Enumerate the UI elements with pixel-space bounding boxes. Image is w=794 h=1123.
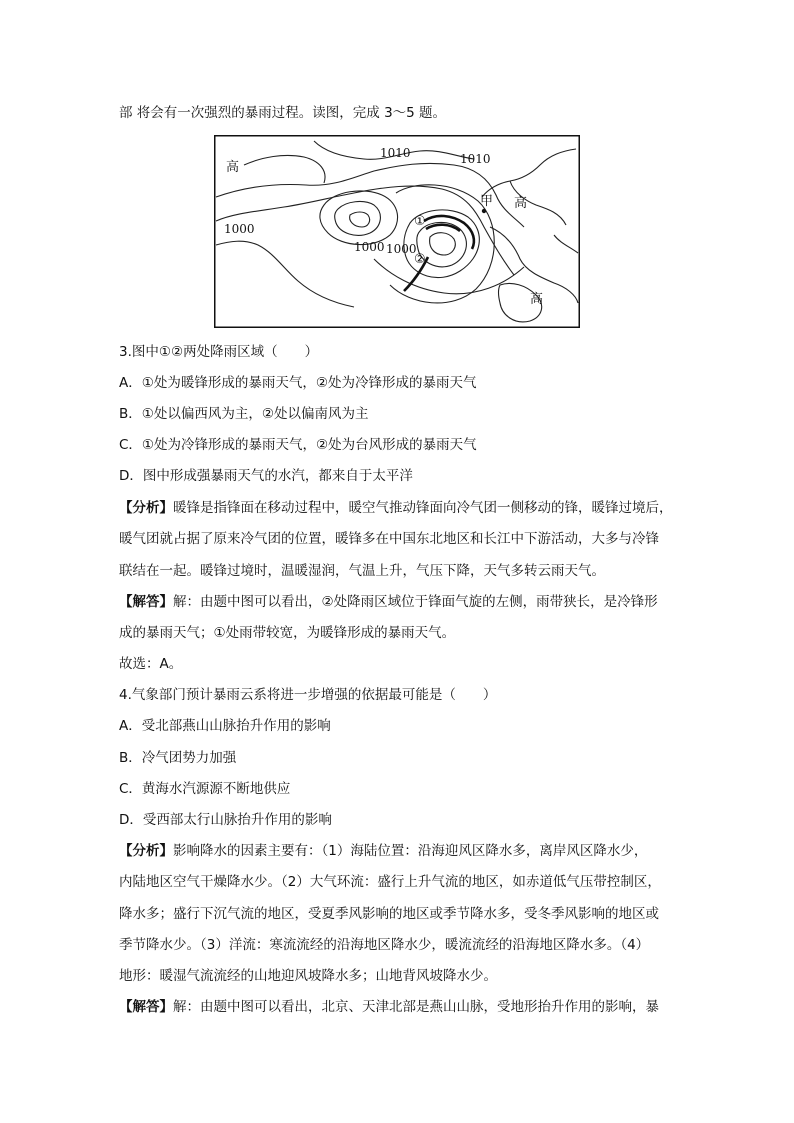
q4-analysis-line-1 [119,842,647,860]
isobar-map-figure [214,135,580,328]
q4-option-b: B．冷气团势力加强 [119,750,237,766]
map-label-high-west: 高 [226,160,240,175]
q4-analysis-line-5: 地形：暖湿气流流经的山地迎风坡降水多；山地背风坡降水少。 [119,968,497,984]
map-label-1010-b: 1010 [460,152,491,166]
map-label-1000-b: 1000 [354,240,385,254]
weather-map [214,135,580,328]
q3-answer-line-2: 成的暴雨天气；①处雨带较宽，为暖锋形成的暴雨天气。 [119,625,456,641]
q4-answer-tag: 【解答】 [119,999,173,1015]
q3-analysis-line-3: 联结在一起。暖锋过境时，温暖湿润，气温上升，气压下降，天气多转云雨天气。 [119,563,605,579]
q3-option-a: A．①处为暖锋形成的暴雨天气，②处为冷锋形成的暴雨天气 [119,375,477,391]
map-label-region-1: ① [414,214,426,229]
q3-analysis-tag: 【分析】 [119,500,173,516]
q3-analysis-text-1: 暖锋是指锋面在移动过程中，暖空气推动锋面向冷气团一侧移动的锋，暖锋过境后， [173,500,673,516]
map-label-high-southeast: 高 [530,292,544,307]
q3-choice: 故选：A。 [119,656,183,672]
q3-answer-text-1: 解：由题中图可以看出，②处降雨区域位于锋面气旋的左侧，雨带狭长，是冷锋形 [173,594,658,610]
q3-stem: 3.图中①②两处降雨区域（ ） [119,344,319,360]
q4-answer-text-1: 解：由题中图可以看出，北京、天津北部是燕山山脉，受地形抬升作用的影响，暴 [173,999,659,1015]
q3-option-b: B．①处以偏西风为主，②处以偏南风为主 [119,406,369,422]
q4-stem: 4.气象部门预计暴雨云系将进一步增强的依据最可能是（ ） [119,687,497,703]
q3-analysis-line-2: 暖气团就占据了原来冷气团的位置，暖锋多在中国东北地区和长江中下游活动，大多与冷锋 [119,531,659,547]
q3-analysis-line-1 [119,499,673,517]
map-label-region-2: ② [414,252,426,267]
q3-option-c: C．①处为冷锋形成的暴雨天气，②处为台风形成的暴雨天气 [119,437,477,453]
q3-option-d: D．图中形成强暴雨天气的水汽，都来自于太平洋 [119,468,413,484]
map-label-jia: 甲 [480,194,494,209]
map-label-high-northeast: 高 [514,196,528,211]
q4-analysis-tag: 【分析】 [119,843,173,859]
q4-option-a: A．受北部燕山山脉抬升作用的影响 [119,718,331,734]
q4-option-d: D．受西部太行山脉抬升作用的影响 [119,812,332,828]
map-label-1010-a: 1010 [380,146,411,160]
q4-analysis-line-3: 降水多；盛行下沉气流的地区，受夏季风影响的地区或季节降水多，受冬季风影响的地区或 [119,906,659,922]
map-label-1000-a: 1000 [224,222,255,236]
q4-analysis-line-4: 季节降水少。（3）洋流：寒流流经的沿海地区降水少，暖流流经的沿海地区降水多。（4） [119,937,650,953]
q3-answer-line-1 [119,593,658,611]
map-label-1000-c: 1000 [386,242,417,256]
q3-answer-tag: 【解答】 [119,594,173,610]
q4-answer-line-1 [119,998,659,1016]
q4-option-c: C．黄海水汽源源不断地供应 [119,781,291,797]
q4-analysis-line-2: 内陆地区空气干燥降水少。（2）大气环流：盛行上升气流的地区，如赤道低气压带控制区， [119,874,661,890]
q4-analysis-text-1: 影响降水的因素主要有：（1）海陆位置：沿海迎风区降水多，离岸风区降水少， [173,843,648,859]
intro-text: 部 将会有一次强烈的暴雨过程。读图，完成 3～5 题。 [119,105,447,121]
